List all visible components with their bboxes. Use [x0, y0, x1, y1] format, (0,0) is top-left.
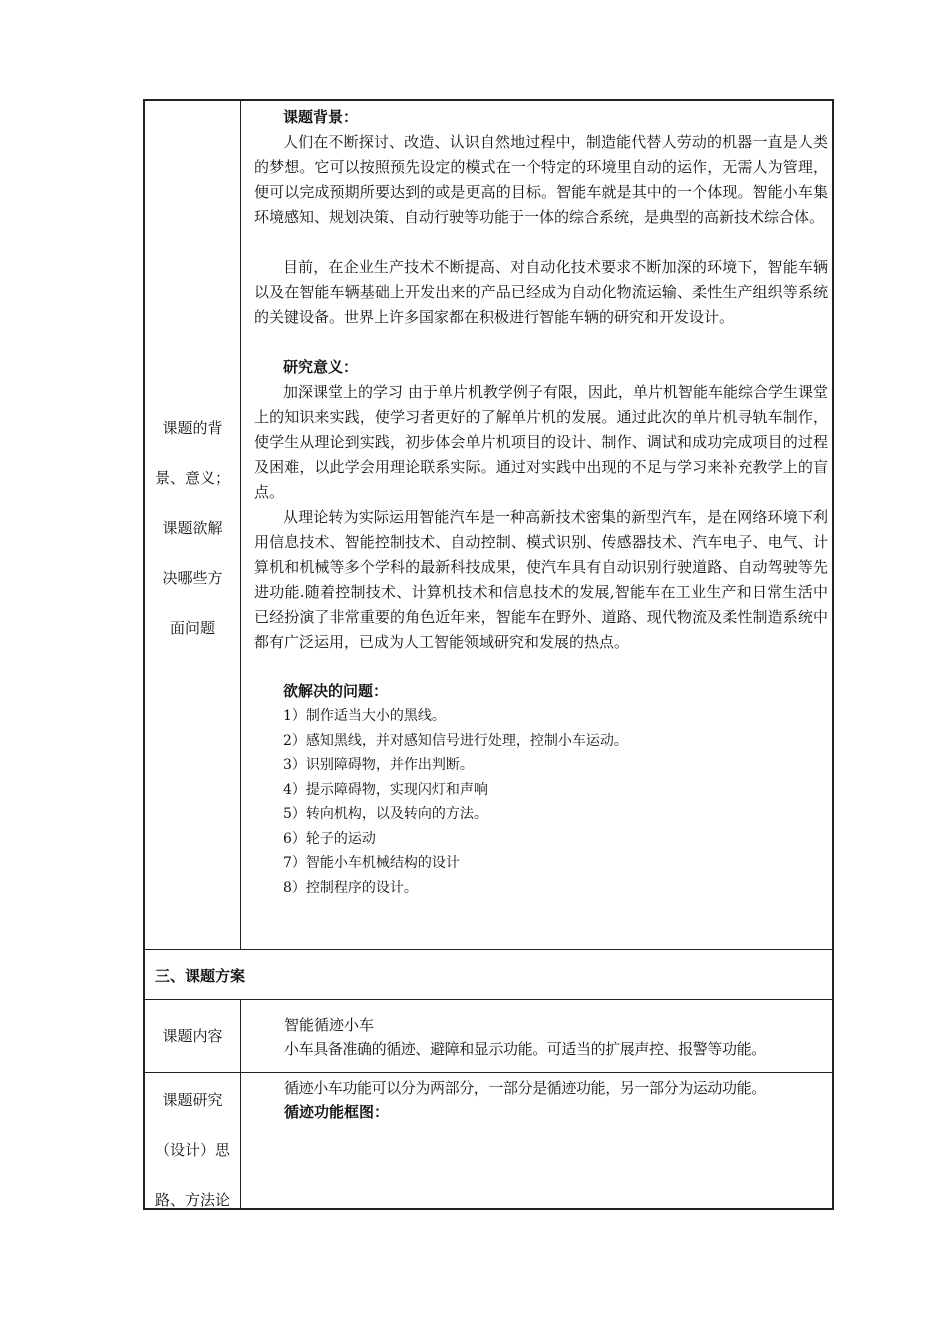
- method-row-label: [145, 1075, 240, 1225]
- background-paragraph-1: 人们在不断探讨、改造、认识自然地过程中，制造能代替人劳动的机器一直是人类的梦想。它可以按照预先设定的模式在一个特定的环境里自动的运作，无需人为管理，便可以完成预期所要达到的或是更高的目标。智能车就是其中的一个体现。智能小车集环境感知、规划决策、自动行驶等功能于一体的综合系统，是典型的高新技术综合体。: [254, 133, 828, 226]
- label-line: 路、方法论: [154, 1191, 230, 1209]
- column-divider-bottom: [240, 999, 241, 1210]
- row-divider-3: [145, 1072, 832, 1073]
- significance-paragraph-2: 从理论转为实际运用智能汽车是一种高新技术密集的新型汽车，是在网络环境下利用信息技术、智能控制技术、自动控制、模式识别、传感器技术、汽车电子、电气、计算机和机械等多个学科的最新科技成果，使汽车具有自动识别行驶道路、自动驾驶等先进功能.随着控制技术、计算机技术和信息技术的发展,智能车在工业生产和日常生活中已经扮演了非常重要的角色近年来，智能车在野外、道路、现代物流及柔性制造系统中都有广泛运用，已成为人工智能领域研究和发展的热点。: [254, 508, 828, 651]
- problem-item: 7）智能小车机械结构的设计: [283, 855, 460, 871]
- section-title: 三、课题方案: [155, 967, 246, 985]
- column-divider-top: [240, 101, 241, 949]
- content-row-label: [145, 1011, 240, 1061]
- background-heading: 课题背景：: [283, 108, 359, 126]
- problem-item: 4）提示障碍物，实现闪灯和声响: [283, 782, 488, 798]
- problem-item: 1）制作适当大小的黑线。: [283, 708, 446, 724]
- content-line-2: 小车具备准确的循迹、避障和显示功能。可适当的扩展声控、报警等功能。: [284, 1040, 766, 1058]
- problem-item: 2）感知黑线，并对感知信号进行处理，控制小车运动。: [283, 733, 628, 749]
- method-line-1: 循迹小车功能可以分为两部分，一部分是循迹功能，另一部分为运动功能。: [284, 1079, 766, 1097]
- problems-heading: 欲解决的问题：: [283, 682, 389, 700]
- label-line: 课题欲解: [162, 519, 223, 537]
- content-line-1: 智能循迹小车: [284, 1016, 375, 1034]
- label-line: 课题内容: [162, 1027, 223, 1045]
- label-line: 课题的背: [162, 419, 223, 437]
- label-line: 面问题: [169, 619, 215, 637]
- background-row-label: [145, 403, 240, 653]
- method-line-2: 循迹功能框图：: [284, 1103, 390, 1121]
- label-line: 景、意义；: [154, 469, 230, 487]
- background-paragraph-2: 目前，在企业生产技术不断提高、对自动化技术要求不断加深的环境下，智能车辆以及在智能车辆基础上开发出来的产品已经成为自动化物流运输、柔性生产组织等系统的关键设备。世界上许多国家都在积极进行智能车辆的研究和开发设计。: [254, 258, 828, 326]
- problem-item: 8）控制程序的设计。: [283, 880, 418, 896]
- problem-item: 6）轮子的运动: [283, 831, 376, 847]
- significance-heading: 研究意义：: [283, 358, 359, 376]
- row-divider-1: [145, 949, 832, 950]
- problem-item: 5）转向机构，以及转向的方法。: [283, 806, 488, 822]
- row-divider-2: [145, 999, 832, 1000]
- label-line: 课题研究: [162, 1091, 223, 1109]
- proposal-table: [143, 99, 834, 1210]
- label-line: 决哪些方: [162, 569, 223, 587]
- label-line: （设计）思: [154, 1141, 230, 1159]
- significance-paragraph-1: 加深课堂上的学习 由于单片机教学例子有限，因此，单片机智能车能综合学生课堂上的知识来实践，使学习者更好的了解单片机的发展。通过此次的单片机寻轨车制作，使学生从理论到实践，初步体会单片机项目的设计、制作、调试和成功完成项目的过程及困难，以此学会用理论联系实际。通过对实践中出现的不足与学习来补充教学上的盲点。: [254, 383, 828, 501]
- problem-item: 3）识别障碍物，并作出判断。: [283, 757, 474, 773]
